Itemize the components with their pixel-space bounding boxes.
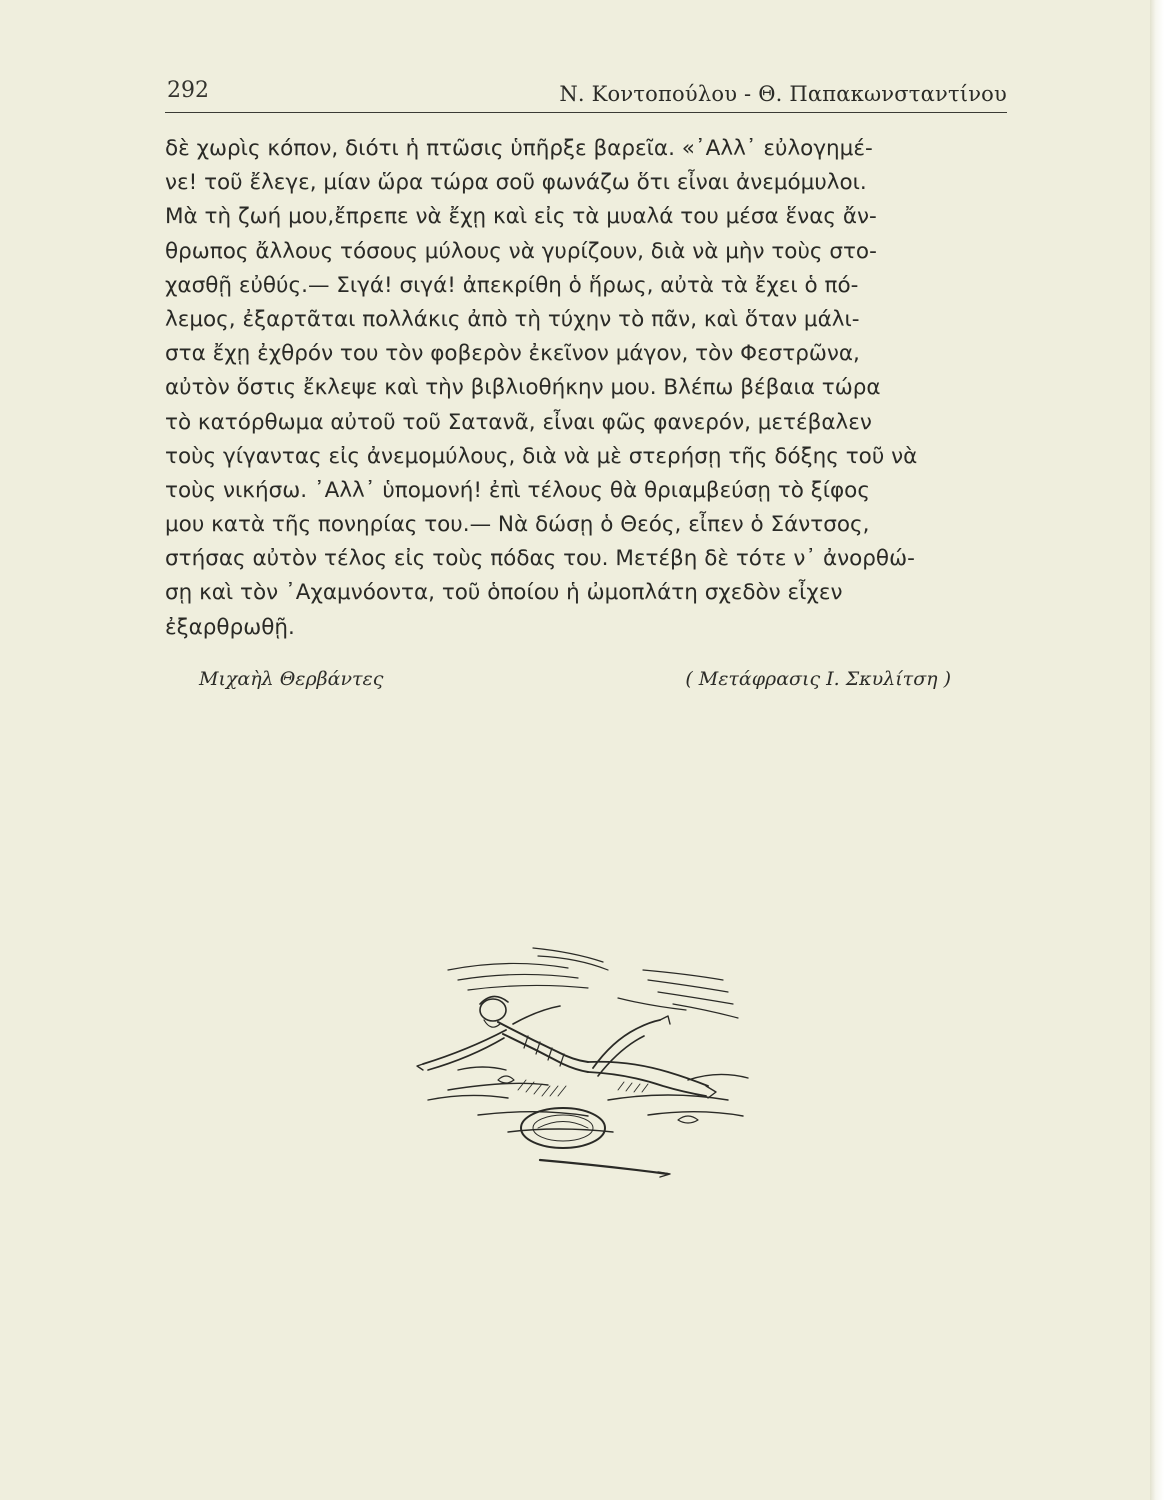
page-edge xyxy=(1150,0,1164,1500)
running-head: Ν. Κοντοπούλου - Θ. Παπακωνσταντίνου xyxy=(559,82,1007,106)
fallen-knight-engraving-icon xyxy=(388,940,788,1180)
text-line: Μὰ τὴ ζωή μου,ἔπρεπε νὰ ἔχῃ καὶ εἰς τὰ μυαλά του μέσα ἕνας ἄν- xyxy=(165,204,877,230)
text-line: στήσας αὐτὸν τέλος εἰς τοὺς πόδας του. Μετέβη δὲ τότε ν᾿ ἀνορθώ- xyxy=(165,546,915,572)
text-line: μου κατὰ τῆς πονηρίας του.— Νὰ δώσῃ ὁ Θεός, εἶπεν ὁ Σάντσος, xyxy=(165,512,870,538)
page-number: 292 xyxy=(167,78,209,103)
signature-row xyxy=(165,668,1007,702)
translator-credit: ( Μετάφρασις Ι. Σκυλίτση ) xyxy=(685,668,951,690)
author-signature: Μιχαὴλ Θερβάντες xyxy=(199,668,384,690)
text-line: στα ἔχῃ ἐχθρόν του τὸν φοβερὸν ἐκεῖνον μάγον, τὸν Φεστρῶνα, xyxy=(165,341,860,367)
text-line: δὲ χωρὶς κόπον, διότι ἡ πτῶσις ὑπῆρξε βαρεῖα. «᾿Αλλ᾿ εὐλογημέ- xyxy=(165,136,873,161)
text-line: τοὺς νικήσω. ᾿Αλλ᾿ ὑπομονή! ἐπὶ τέλους θὰ θριαμβεύσῃ τὸ ξίφος xyxy=(165,477,870,503)
text-line: ἐξαρθρωθῇ. xyxy=(165,614,295,640)
text-line: νε! τοῦ ἔλεγε, μίαν ὥρα τώρα σοῦ φωνάζω ὅτι εἶναι ἀνεμόμυλοι. xyxy=(165,170,867,196)
text-line: λεμος, ἐξαρτᾶται πολλάκις ἀπὸ τὴ τύχην τὸ πᾶν, καὶ ὅταν μάλι- xyxy=(165,306,860,332)
page-header xyxy=(165,72,1007,113)
text-line: αὐτὸν ὅστις ἔκλεψε καὶ τὴν βιβλιοθήκην μου. Βλέπω βέβαια τώρα xyxy=(165,375,881,401)
text-line: χασθῇ εὐθύς.— Σιγά! σιγά! ἀπεκρίθη ὁ ἥρως, αὐτὰ τὰ ἔχει ὁ πό- xyxy=(165,272,859,298)
text-line: τοὺς γίγαντας εἰς ἀνεμομύλους, διὰ νὰ μὲ στερήσῃ τῆς δόξης τοῦ νὰ xyxy=(165,443,918,469)
text-line: τὸ κατόρθωμα αὐτοῦ τοῦ Σατανᾶ, εἶναι φῶς φανερόν, μετέβαλεν xyxy=(165,409,872,435)
text-line: σῃ καὶ τὸν ᾿Αχαμνόοντα, τοῦ ὁποίου ἡ ὠμοπλάτη σχεδὸν εἶχεν xyxy=(165,580,843,606)
text-line: θρωπος ἄλλους τόσους μύλους νὰ γυρίζουν, διὰ νὰ μὴν τοὺς στο- xyxy=(165,238,877,264)
body-text xyxy=(165,132,1007,645)
